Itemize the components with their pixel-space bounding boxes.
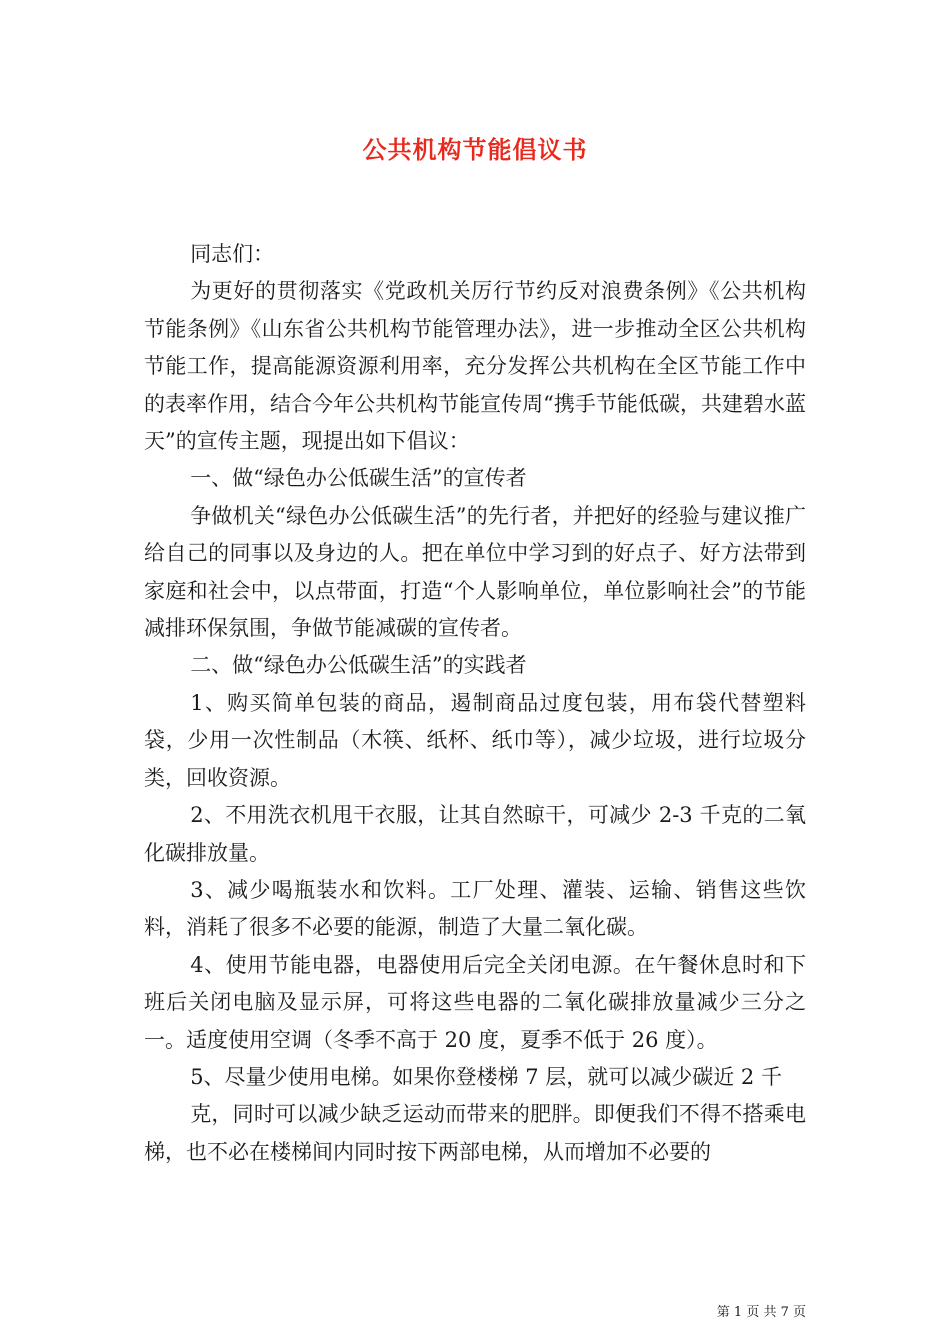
paragraph-intro: 为更好的贯彻落实《党政机关厉行节约反对浪费条例》《公共机构节能条例》《山东省公共机构节能管理办法》，进一步推动全区公共机构节能工作，提高能源资源利用率，充分发挥公共机构在全区节能工作中的表率作用，结合今年公共机构节能宣传周“携手节能低碳，共建碧水蓝天”的宣传主题，现提出如下倡议： xyxy=(144,279,806,454)
list-item-5: 5、尽量少使用电梯。如果你登楼梯 7 层，就可以减少碳近 2 千 xyxy=(190,1064,782,1089)
document-title: 公共机构节能倡议书 xyxy=(362,135,588,164)
list-item-2: 2、不用洗衣机甩干衣服，让其自然晾干，可减少 2-3 千克的二氧化碳排放量。 xyxy=(144,803,806,865)
section-heading-2: 二、做“绿色办公低碳生活”的实践者 xyxy=(190,653,527,678)
section-heading-1: 一、做“绿色办公低碳生活”的宣传者 xyxy=(190,466,527,491)
paragraph-section-1: 争做机关“绿色办公低碳生活”的先行者，并把好的经验与建议推广给自己的同事以及身边的人。把在单位中学习到的好点子、好方法带到家庭和社会中，以点带面，打造“个人影响单位，单位影响社会”的节能减排环保氛围，争做节能减碳的宣传者。 xyxy=(144,503,806,641)
list-item-3: 3、减少喝瓶装水和饮料。工厂处理、灌装、运输、销售这些饮料，消耗了很多不必要的能源，制造了大量二氧化碳。 xyxy=(144,877,806,940)
document-body xyxy=(144,236,806,1171)
list-item-1: 1、购买简单包装的商品，遏制商品过度包装，用布袋代替塑料袋，少用一次性制品（木筷、纸杯、纸巾等），减少垃圾，进行垃圾分类，回收资源。 xyxy=(144,690,806,790)
salutation: 同志们： xyxy=(190,242,275,266)
list-item-4: 4、使用节能电器，电器使用后完全关闭电源。在午餐休息时和下班后关闭电脑及显示屏，可将这些电器的二氧化碳排放量减少三分之一。适度使用空调（冬季不高于 20 度，夏季不低于 26 度）。 xyxy=(144,952,806,1052)
page-number: 第 1 页 共 7 页 xyxy=(716,1305,806,1320)
list-item-5-continued: 克，同时可以减少缺乏运动而带来的肥胖。即便我们不得不搭乘电梯，也不必在楼梯间内同时按下两部电梯，从而增加不必要的 xyxy=(144,1102,806,1164)
